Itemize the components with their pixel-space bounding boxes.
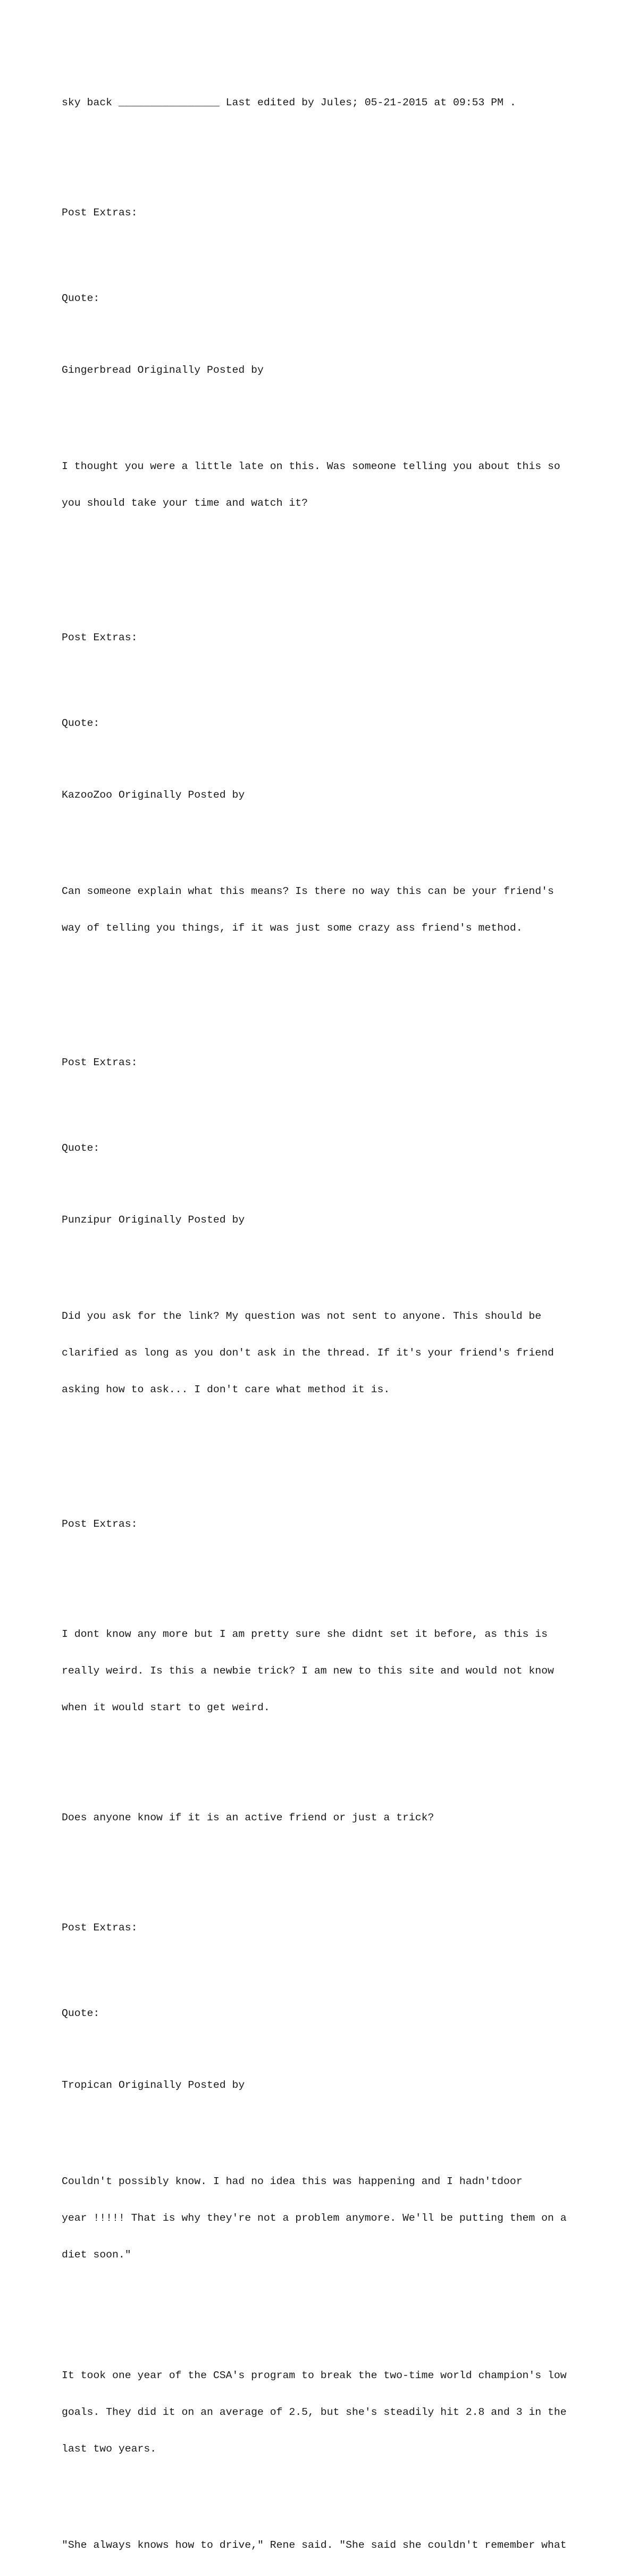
- quote-author: KazooZoo Originally Posted by: [62, 789, 245, 801]
- reply-text-line: when it would start to get weird.: [62, 1702, 270, 1713]
- quote-label: Quote:: [62, 2008, 100, 2019]
- quote-author: Tropican Originally Posted by: [62, 2079, 245, 2091]
- quote-author: Punzipur Originally Posted by: [62, 1214, 245, 1226]
- quote-text-line: I thought you were a little late on this. Was someone telling you about this so: [62, 461, 560, 472]
- post-extras-label: Post Extras:: [62, 1922, 138, 1934]
- quote-text-line: year !!!!! That is why they're not a problem anymore. We'll be putting them on a: [62, 2212, 567, 2224]
- article-text-line: "She always knows how to drive," Rene said. "She said she couldn't remember what: [62, 2539, 567, 2551]
- edit-note: sky back ________________ Last edited by Jules; 05-21-2015 at 09:53 PM .: [62, 97, 516, 108]
- document-page: [62, 60, 593, 2576]
- quote-body: [62, 436, 593, 534]
- quote-label: Quote:: [62, 292, 100, 304]
- reply-text-line: really weird. Is this a newbie trick? I am new to this site and would not know: [62, 1665, 554, 1677]
- quote-label: Quote:: [62, 717, 100, 729]
- quote-body: [62, 861, 593, 959]
- reply-text-line: I dont know any more but I am pretty sure she didnt set it before, as this is: [62, 1628, 548, 1640]
- quote-author: Gingerbread Originally Posted by: [62, 364, 264, 376]
- quote-text-line: asking how to ask... I don't care what method it is.: [62, 1384, 390, 1395]
- quote-text-line: Couldn't possibly know. I had no idea this was happening and I hadn'tdoor: [62, 2176, 523, 2187]
- post-extras-label: Post Extras:: [62, 1518, 138, 1530]
- quote-text-line: clarified as long as you don't ask in the thread. If it's your friend's friend: [62, 1347, 554, 1359]
- quote-body: [62, 2151, 593, 2286]
- article-text-line: goals. They did it on an average of 2.5, but she's steadily hit 2.8 and 3 in the: [62, 2406, 567, 2418]
- post-extras-label: Post Extras:: [62, 207, 138, 219]
- article-text-line: It took one year of the CSA's program to break the two-time world champion's low: [62, 2370, 567, 2381]
- quote-text-line: way of telling you things, if it was just some crazy ass friend's method.: [62, 922, 523, 934]
- quote-text-line: diet soon.": [62, 2249, 131, 2261]
- quote-text-line: Can someone explain what this means? Is there no way this can be your friend's: [62, 885, 554, 897]
- quote-text-line: Did you ask for the link? My question was not sent to anyone. This should be: [62, 1310, 542, 1322]
- quote-text-line: you should take your time and watch it?: [62, 497, 308, 509]
- post-extras-label: Post Extras:: [62, 1057, 138, 1068]
- quote-label: Quote:: [62, 1142, 100, 1154]
- reply-question: Does anyone know if it is an active friend or just a trick?: [62, 1812, 434, 1824]
- article-paragraph: [62, 2345, 593, 2480]
- article-text-line: last two years.: [62, 2443, 157, 2455]
- quote-body: [62, 1286, 593, 1420]
- reply-paragraph: [62, 1604, 593, 1738]
- post-extras-label: Post Extras:: [62, 632, 138, 643]
